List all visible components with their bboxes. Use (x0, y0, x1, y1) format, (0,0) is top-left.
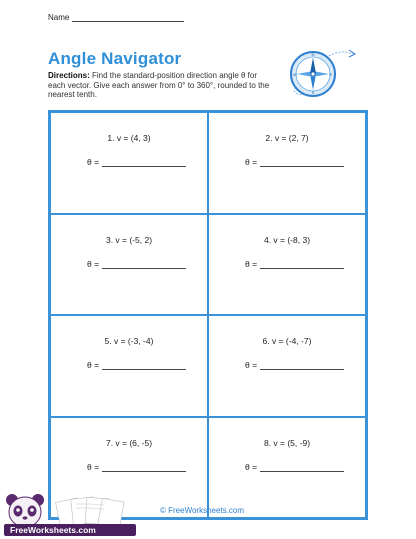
problem-5-label: 5. v = (-3, -4) (104, 336, 154, 346)
answer-3 (87, 259, 186, 269)
problem-cell-4 (208, 214, 366, 316)
answer-prefix: θ = (245, 258, 258, 269)
problem-cell-6 (208, 315, 366, 417)
answer-2 (245, 157, 344, 167)
freeworksheets-logo-icon (0, 490, 160, 539)
compass-n: N (311, 52, 315, 57)
answer-2-blank[interactable] (260, 158, 344, 167)
answer-7 (87, 462, 186, 472)
problem-grid (48, 110, 368, 520)
answer-4 (245, 259, 344, 269)
worksheet-title: Angle Navigator (48, 49, 182, 68)
problem-cell-8 (208, 417, 366, 519)
answer-prefix: θ = (245, 360, 258, 370)
problem-cell-2 (208, 112, 366, 214)
answer-7-blank[interactable] (102, 463, 186, 472)
compass-e: E (329, 72, 333, 77)
answer-prefix: θ = (87, 157, 100, 167)
name-field (48, 13, 184, 22)
answer-prefix: θ = (87, 360, 100, 370)
directions-body: Find the standard-position direction angle θ for each vector. Give each answer from 0° to 360°, rounded to the nearest tenth. (48, 71, 270, 100)
freeworksheets-link[interactable]: © FreeWorksheets.com (160, 506, 244, 515)
problem-cell-1 (50, 112, 208, 214)
name-blank-line[interactable] (72, 13, 184, 22)
directions-label: Directions: (48, 71, 90, 80)
directions-text (48, 71, 272, 100)
answer-5-blank[interactable] (102, 361, 186, 370)
problem-3-label: 3. v = (-5, 2) (105, 234, 153, 245)
answer-3-blank[interactable] (102, 260, 186, 269)
problem-8-label: 8. v = (5, -9) (263, 437, 311, 448)
answer-1-blank[interactable] (102, 158, 186, 167)
answer-8 (245, 462, 344, 472)
answer-prefix: θ = (87, 258, 100, 269)
compass-illustration-icon (283, 44, 363, 104)
name-label: Name (48, 13, 70, 22)
answer-4-blank[interactable] (260, 260, 344, 269)
problem-cell-3 (50, 214, 208, 316)
problem-1-label: 1. v = (4, 3) (107, 133, 151, 143)
problem-4-label: 4. v = (-8, 3) (263, 234, 311, 245)
answer-8-blank[interactable] (260, 463, 344, 472)
answer-6 (245, 360, 344, 370)
answer-1 (87, 157, 186, 167)
answer-5 (87, 360, 186, 370)
problem-cell-5 (50, 315, 208, 417)
compass-w: W (293, 72, 297, 77)
problem-2-label: 2. v = (2, 7) (265, 133, 309, 143)
compass-s: S (311, 90, 315, 95)
answer-prefix: θ = (87, 461, 100, 472)
problem-7-label: 7. v = (6, -5) (105, 437, 153, 448)
answer-prefix: θ = (245, 157, 258, 167)
answer-prefix: θ = (245, 461, 258, 472)
problem-6-label: 6. v = (-4, -7) (262, 336, 312, 346)
answer-6-blank[interactable] (260, 361, 344, 370)
logo-text: FreeWorksheets.com (10, 525, 96, 535)
